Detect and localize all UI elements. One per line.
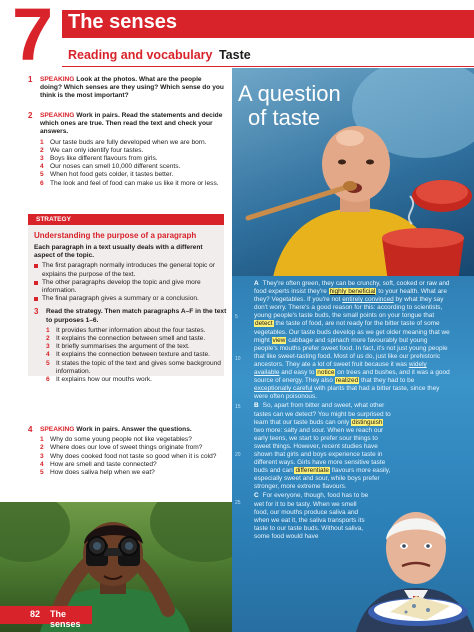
exercise-number: 3: [34, 307, 39, 317]
underlined-phrase: widely available: [254, 360, 427, 377]
highlighted-word: view: [272, 336, 286, 344]
section-name: Reading and vocabulary: [68, 48, 213, 62]
article-title-line-1: A question: [238, 81, 341, 106]
list-item: 1 Our taste buds are fully developed when we are born.: [40, 138, 207, 146]
list-item: The other paragraphs develop the topic and give more information.: [34, 279, 218, 295]
exercise-1: [28, 76, 224, 101]
unit-number: 7: [12, 0, 54, 76]
footer-label: The senses: [50, 609, 81, 629]
line-number: 5: [235, 314, 238, 320]
underlined-phrase: entirely convinced: [342, 296, 394, 304]
exercise-number: 1: [28, 75, 33, 84]
list-item: 6 The look and feel of food can make us like it more or less.: [40, 179, 219, 187]
highlighted-word: differentiate: [295, 467, 329, 475]
question-list: [40, 436, 224, 477]
paragraph-c: C For everyone, though, food has to be wet for it to be tasty. When we smell food, our mouths produce saliva and when we eat it, the saliva transports its taste to our taste buds. Without saliva, some food would have: [254, 492, 369, 540]
exercise-text: Work in pairs. Answer the questions.: [76, 426, 192, 433]
list-item: 5 When hot food gets colder, it tastes better.: [40, 171, 174, 179]
paragraph-a: A They're often green, they can be crunchy, soft, cooked or raw and food experts insist they're highly beneficial to your health. What are they? Vegetables. If you're not entirely convinced by what they say don't worry. There's a good reason for this: according to scientists, young people's taste buds, the small points on your tongue that detect the taste of food, are not ready for the bitter taste of some vegetables. Our taste buds develop as we get older meaning that we might view cabbage and spinach more favourably but young people's mouths prefer sweet food. In fact, it's not just young people that like sweet-tasting food. Most of us do, just like our prehistoric ancestors. They ate a lot of sweet fruit because it was widely available and easy to notice on trees and bushes, and it was a good source of energy. They also realized that they had to be exceptionally careful with plants that had a bitter taste, since they were often poisonous.: [254, 280, 450, 401]
exercise-instruction: [40, 426, 224, 434]
highlighted-word: realized: [335, 377, 359, 385]
exercise-4: [28, 426, 224, 477]
list-item: 5 How does saliva help when we eat?: [40, 469, 155, 477]
exercise-keyword: SPEAKING: [40, 76, 75, 83]
paragraph-letter: B: [254, 402, 259, 410]
list-item: 5 It states the topic of the text and gives some background information.: [46, 359, 221, 375]
list-item: 4 It explains the connection between texture and taste.: [46, 351, 210, 359]
strategy-title: Understanding the purpose of a paragraph: [34, 231, 197, 240]
list-item: 6 It explains how our mouths work.: [46, 376, 153, 384]
paragraph-letter: A: [254, 280, 259, 287]
man-illustration: [356, 500, 474, 632]
unit-title-bar: [62, 10, 474, 38]
exercise-keyword: SPEAKING: [40, 112, 75, 119]
unit-title: The senses: [68, 11, 177, 33]
list-item: 4 How are smell and taste connected?: [40, 460, 157, 468]
list-item: 2 Where does our love of sweet things originate from?: [40, 444, 203, 452]
highlighted-word: detect: [255, 320, 273, 328]
strategy-bullets: [34, 262, 218, 303]
section-subtitle: [68, 48, 251, 62]
unit-header: [0, 0, 474, 76]
list-item: 3 Boys like different flavours from girls.: [40, 155, 158, 163]
line-number: 20: [235, 452, 241, 458]
line-number: 15: [235, 404, 241, 410]
list-item: The final paragraph gives a summary or a conclusion.: [34, 295, 218, 303]
list-item: 4 Our noses can smell 10,000 different scents.: [40, 163, 181, 171]
highlighted-word: notice: [317, 369, 335, 377]
exercise-number: 4: [28, 425, 33, 434]
strategy-tag: STRATEGY: [28, 214, 224, 225]
line-number: 25: [235, 500, 241, 506]
list-item: The first paragraph normally introduces the general topic or explains the purpose of the text.: [34, 262, 218, 278]
paragraph-b: B So, apart from bitter and sweet, what other tastes can we detect? You might be surprised to learn that our taste buds can only distinguish two more: salty and sour. When we reach our early teens, we start to prefer sour things to sweet things. However, recent studies have shown that girls and boys experience taste in different ways. Girls have more sensitive taste buds and can differentiate flavours more easily, especially sweet and sour, while boys prefer stronger, more extreme flavours.: [254, 402, 391, 491]
man-cheese-photo: [356, 500, 474, 632]
list-item: 1 Why do some young people not like vegetables?: [40, 436, 192, 444]
article-title: [238, 82, 341, 130]
exercise-text: Work in pairs. Read the statements and decide which ones are true. Then read the text and check your answers.: [40, 112, 223, 136]
line-number: 10: [235, 356, 241, 362]
highlighted-word: highly beneficial: [329, 288, 376, 296]
exercise-3: [34, 308, 230, 384]
exercise-keyword: SPEAKING: [40, 426, 75, 433]
list-item: 3 Why does cooked food not taste so good when it is cold?: [40, 452, 217, 460]
exercise-instruction: Read the strategy. Then match paragraphs A–F in the text to purposes 1–6.: [46, 308, 227, 324]
exercise-instruction: [40, 76, 224, 101]
strategy-box: [28, 214, 227, 384]
highlighted-word: distinguish: [351, 418, 383, 426]
page-number: 82: [30, 609, 41, 619]
list-item: 3 It briefly summarises the argument of the text.: [46, 343, 190, 351]
purpose-list: [46, 327, 230, 384]
header-divider: [62, 66, 474, 67]
section-topic: Taste: [218, 48, 251, 62]
list-item: 2 We can only identify four tastes.: [40, 146, 144, 154]
strategy-lead: Each paragraph in a text usually deals with a different aspect of the topic.: [34, 244, 203, 260]
page-footer: [0, 606, 92, 629]
list-item: 1 It provides further information about the four tastes.: [46, 326, 206, 334]
list-item: 2 It explains the connection between smell and taste.: [46, 335, 206, 343]
exercise-number: 2: [28, 111, 33, 120]
underlined-phrase: exceptionally careful: [254, 385, 313, 393]
exercise-instruction: [40, 112, 224, 137]
exercise-text: Look at the photos. What are the people doing? Which senses are they using? Which sense do you think is the most important?: [40, 76, 224, 100]
paragraph-letter: C: [254, 492, 259, 500]
statement-list: [40, 139, 224, 188]
article-title-line-2: of taste: [248, 105, 321, 130]
exercise-2: [28, 112, 224, 188]
